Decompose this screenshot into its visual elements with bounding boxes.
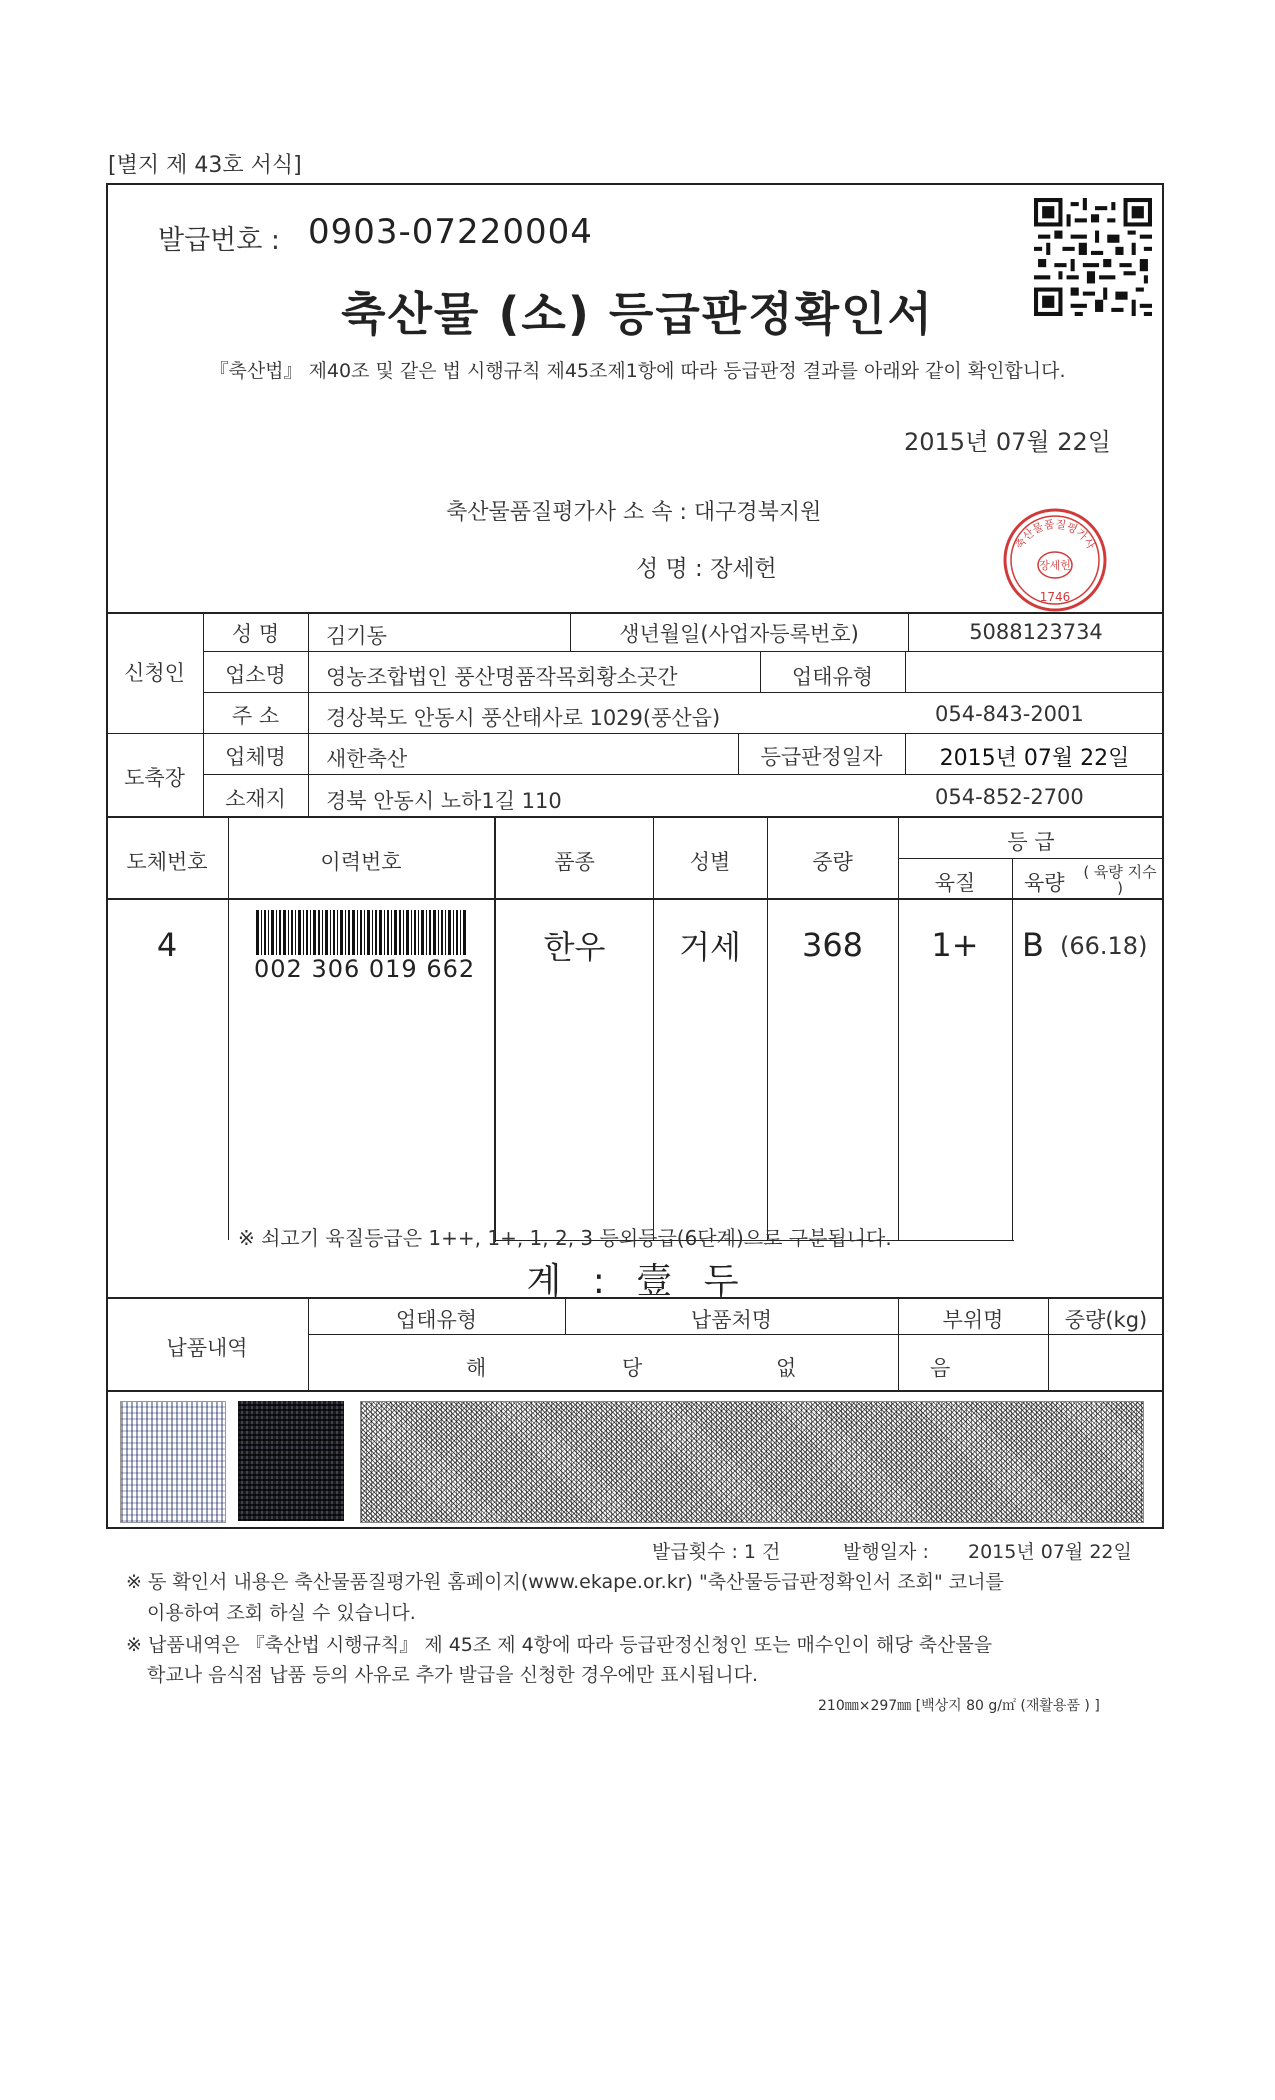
weight-value: 368 xyxy=(801,926,864,964)
grading-date: 2015년 07월 22일 xyxy=(939,746,1130,771)
security-pattern xyxy=(238,1401,344,1521)
trace-number-header: 이력번호 xyxy=(320,850,402,874)
footnote-line: ※ 납품내역은 『축산법 시행규칙』 제 45조 제 4항에 따라 등급판정신청인 또는 매수인이 해당 축산물을 xyxy=(126,1634,993,1656)
grid-line xyxy=(106,1390,1164,1392)
slaughterhouse-company: 새한축산 xyxy=(326,747,408,771)
paper-spec: 210㎜×297㎜ [백상지 80 g/㎡ (재활용품 ) ] xyxy=(818,1698,1100,1714)
grid-line xyxy=(905,651,906,693)
grade-header: 등 급 xyxy=(1007,830,1055,854)
grade-note: ※ 쇠고기 육질등급은 1++, 1+, 1, 2, 3 등외등급(6단계)으로 구분됩니다. xyxy=(238,1226,892,1250)
delivery-header-business-type: 업태유형 xyxy=(395,1308,478,1332)
grading-date-label: 등급판정일자 xyxy=(760,745,883,769)
applicant-phone: 054-843-2001 xyxy=(935,702,1084,726)
security-pattern xyxy=(120,1401,226,1523)
grid-line xyxy=(106,898,1164,900)
issue-number-label: 발급번호 : xyxy=(158,225,281,256)
delivery-section-label: 납품내역 xyxy=(166,1336,248,1360)
carcass-number: 4 xyxy=(156,926,178,964)
applicant-name: 김기동 xyxy=(326,624,387,648)
delivery-header-recipient: 납품처명 xyxy=(690,1308,773,1332)
breed-value: 한우 xyxy=(543,928,606,966)
yield-header: 육량 xyxy=(1024,871,1065,895)
seal-number: 1746 xyxy=(1039,590,1071,604)
business-label: 업소명 xyxy=(225,663,286,687)
company-label: 업체명 xyxy=(225,745,286,769)
grid-line xyxy=(898,858,1164,859)
trace-number: 002 306 019 662 xyxy=(254,955,476,983)
intro-text: 『축산법』 제40조 및 같은 법 시행규칙 제45조제1항에 따라 등급판정 결과를 아래와 같이 확인합니다. xyxy=(209,360,1066,382)
sex-header: 성별 xyxy=(689,850,731,874)
seal-text: 축산물품질평가사 xyxy=(1012,517,1098,552)
delivery-empty-char: 해 xyxy=(466,1356,487,1380)
applicant-section-label: 신청인 xyxy=(124,661,185,685)
evaluator-affiliation: 축산물품질평가사 소 속 : 대구경북지원 xyxy=(446,500,822,525)
seal-name: 장세헌 xyxy=(1039,559,1071,572)
grid-line xyxy=(203,774,1164,775)
grid-line xyxy=(106,612,1164,614)
breed-header: 품종 xyxy=(554,850,595,874)
delivery-empty-char: 음 xyxy=(930,1356,951,1380)
footnote-line: ※ 동 확인서 내용은 축산물품질평가원 홈페이지(www.ekape.or.kr) "축산물등급판정확인서 조회" 코너를 xyxy=(126,1571,1004,1593)
grid-line xyxy=(203,651,1164,652)
yield-index-value: (66.18) xyxy=(1060,932,1148,960)
slaughterhouse-phone: 054-852-2700 xyxy=(935,785,1084,809)
delivery-header-weight: 중량(kg) xyxy=(1064,1308,1148,1332)
grid-line xyxy=(228,818,229,1240)
grid-line xyxy=(308,612,309,816)
grid-line xyxy=(1012,858,1013,1240)
security-pattern xyxy=(360,1401,1144,1523)
official-seal-icon xyxy=(1000,505,1110,615)
address-label: 주 소 xyxy=(231,704,280,728)
yield-index-header: ( 육량 지수 ) xyxy=(1083,863,1157,897)
carcass-total: 계 : 壹 두 xyxy=(526,1261,749,1302)
applicant-birth: 5088123734 xyxy=(969,620,1103,644)
grid-line xyxy=(106,816,1164,818)
grid-line xyxy=(653,818,654,1240)
delivery-empty-char: 당 xyxy=(622,1356,643,1380)
issue-number: 0903-07220004 xyxy=(308,212,593,252)
issue-date-label: 발행일자 : xyxy=(843,1541,929,1563)
footnote-line: 이용하여 조회 하실 수 있습니다. xyxy=(147,1602,416,1624)
birth-label: 생년월일(사업자등록번호) xyxy=(619,622,859,646)
carcass-number-header: 도체번호 xyxy=(126,850,208,874)
delivery-header-part: 부위명 xyxy=(942,1308,1004,1332)
business-type-label: 업태유형 xyxy=(791,665,874,689)
applicant-business: 영농조합법인 풍산명품작목회황소곳간 xyxy=(326,665,678,689)
grid-line xyxy=(308,1334,1164,1335)
form-label: [별지 제 43호 서식] xyxy=(108,153,302,178)
evaluator-name: 성 명 : 장세헌 xyxy=(636,556,777,582)
grid-line xyxy=(767,818,768,1240)
footnote-line: 학교나 음식점 납품 등의 사유로 추가 발급을 신청한 경우에만 표시됩니다. xyxy=(147,1664,759,1686)
sex-value: 거세 xyxy=(679,928,741,966)
grid-line xyxy=(203,692,1164,693)
issue-date: 2015년 07월 22일 xyxy=(904,428,1111,456)
grid-line xyxy=(494,818,496,1242)
delivery-empty-char: 없 xyxy=(776,1356,797,1380)
issue-count: 발급횟수 : 1 건 xyxy=(652,1541,781,1563)
applicant-address: 경상북도 안동시 풍산태사로 1029(풍산읍) xyxy=(326,706,721,730)
name-label: 성 명 xyxy=(231,622,280,646)
trace-barcode xyxy=(256,910,466,955)
location-label: 소재지 xyxy=(225,787,286,811)
slaughterhouse-section-label: 도축장 xyxy=(124,766,185,790)
quality-header: 육질 xyxy=(934,871,976,895)
document-title: 축산물 (소) 등급판정확인서 xyxy=(341,287,934,341)
slaughterhouse-location: 경북 안동시 노하1길 110 xyxy=(326,789,562,813)
weight-header: 중량 xyxy=(812,850,853,874)
grid-line xyxy=(106,733,1164,734)
quality-grade-value: 1+ xyxy=(931,926,979,964)
issue-date-footer: 2015년 07월 22일 xyxy=(968,1541,1132,1563)
yield-grade-value: B xyxy=(1022,926,1044,964)
